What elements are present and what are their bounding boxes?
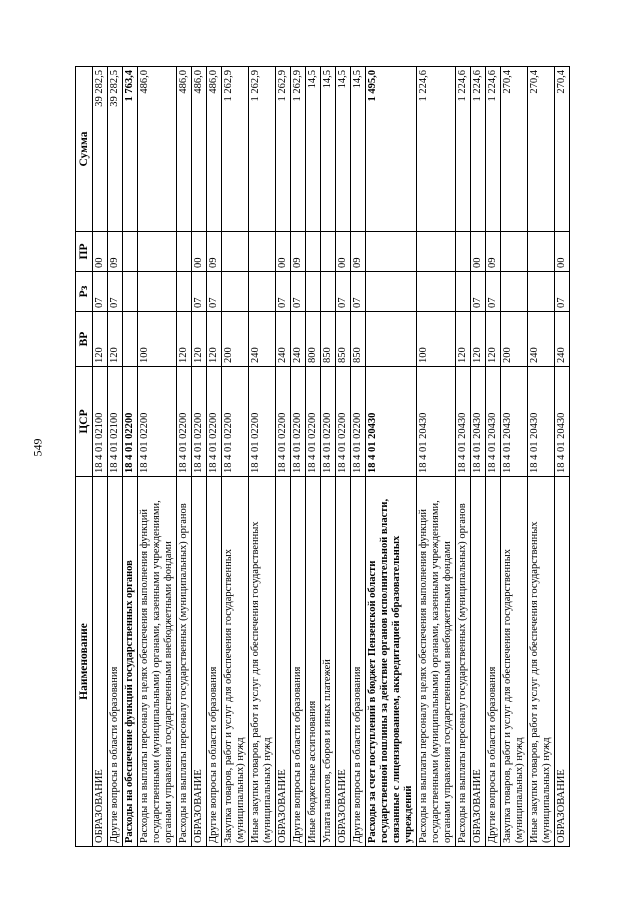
cell-vr: 120 [108, 312, 123, 367]
table-row [249, 67, 276, 847]
cell-rz [138, 272, 177, 312]
cell-rz: 07 [108, 272, 123, 312]
cell-name: Иные бюджетные ассигнования [306, 477, 321, 847]
table-row [291, 67, 306, 847]
cell-name: Другие вопросы в области образования [351, 477, 366, 847]
cell-name: ОБРАЗОВАНИЕ [471, 477, 486, 847]
header-name: Наименование [76, 477, 93, 847]
header-rz: Рз [76, 272, 93, 312]
cell-csr: 18 4 01 20430 [366, 367, 417, 477]
cell-pr: 00 [471, 232, 486, 272]
table-row [471, 67, 486, 847]
cell-sum: 1 224,6 [486, 67, 501, 232]
cell-vr: 240 [528, 312, 555, 367]
cell-name: ОБРАЗОВАНИЕ [276, 477, 291, 847]
cell-sum: 1 763,4 [123, 67, 138, 232]
cell-vr: 200 [222, 312, 249, 367]
cell-sum: 270,4 [555, 67, 570, 232]
cell-csr: 18 4 01 02200 [336, 367, 351, 477]
cell-rz: 07 [291, 272, 306, 312]
cell-rz [249, 272, 276, 312]
cell-pr [138, 232, 177, 272]
cell-name: Уплата налогов, сборов и иных платежей [321, 477, 336, 847]
cell-vr: 850 [351, 312, 366, 367]
cell-name: Расходы на выплаты персоналу в целях обеспечения выполнения функций государственными (муниципальными) органами, казенными учреждениями, органами управления государственными внебюджетными фондами [417, 477, 456, 847]
cell-vr: 120 [93, 312, 108, 367]
cell-csr: 18 4 01 02200 [177, 367, 192, 477]
cell-vr: 200 [501, 312, 528, 367]
header-sum: Сумма [76, 67, 93, 232]
cell-rz [366, 272, 417, 312]
cell-csr: 18 4 01 20430 [555, 367, 570, 477]
header-csr: ЦСР [76, 367, 93, 477]
cell-rz: 07 [336, 272, 351, 312]
cell-pr [366, 232, 417, 272]
cell-rz [417, 272, 456, 312]
cell-name: Расходы на выплаты персоналу государственных (муниципальных) органов [456, 477, 471, 847]
cell-vr: 100 [138, 312, 177, 367]
cell-sum: 39 282,5 [93, 67, 108, 232]
cell-csr: 18 4 01 02200 [192, 367, 207, 477]
table-row [336, 67, 351, 847]
cell-pr [321, 232, 336, 272]
cell-csr: 18 4 01 02200 [207, 367, 222, 477]
cell-rz: 07 [276, 272, 291, 312]
cell-sum: 1 495,0 [366, 67, 417, 232]
cell-name: ОБРАЗОВАНИЕ [192, 477, 207, 847]
cell-vr [366, 312, 417, 367]
cell-csr: 18 4 01 20430 [471, 367, 486, 477]
cell-csr: 18 4 01 02200 [306, 367, 321, 477]
cell-sum: 486,0 [192, 67, 207, 232]
table-row [486, 67, 501, 847]
cell-name: ОБРАЗОВАНИЕ [93, 477, 108, 847]
table-row [321, 67, 336, 847]
cell-vr: 240 [291, 312, 306, 367]
cell-pr [177, 232, 192, 272]
table-row [93, 67, 108, 847]
table-row [417, 67, 456, 847]
cell-sum: 486,0 [177, 67, 192, 232]
header-pr: ПР [76, 232, 93, 272]
cell-name: ОБРАЗОВАНИЕ [555, 477, 570, 847]
table-header-row [76, 67, 93, 847]
table-row [306, 67, 321, 847]
cell-csr: 18 4 01 02200 [276, 367, 291, 477]
cell-sum: 1 262,9 [249, 67, 276, 232]
cell-rz: 07 [207, 272, 222, 312]
cell-sum: 14,5 [306, 67, 321, 232]
cell-pr [123, 232, 138, 272]
table-row [123, 67, 138, 847]
cell-csr: 18 4 01 02100 [93, 367, 108, 477]
rotated-page [75, 67, 605, 847]
cell-vr: 800 [306, 312, 321, 367]
cell-name: Другие вопросы в области образования [291, 477, 306, 847]
cell-vr: 850 [336, 312, 351, 367]
cell-pr: 00 [555, 232, 570, 272]
cell-vr: 120 [177, 312, 192, 367]
cell-rz: 07 [555, 272, 570, 312]
cell-csr: 18 4 01 20430 [528, 367, 555, 477]
cell-rz: 07 [471, 272, 486, 312]
cell-name: Расходы на выплаты персоналу в целях обеспечения выполнения функций государственными (муниципальными) органами, казенными учреждениями, органами управления государственными внебюджетными фондами [138, 477, 177, 847]
cell-csr: 18 4 01 20430 [501, 367, 528, 477]
cell-csr: 18 4 01 02200 [291, 367, 306, 477]
cell-rz [501, 272, 528, 312]
table-row [222, 67, 249, 847]
table-row [528, 67, 555, 847]
cell-pr: 09 [351, 232, 366, 272]
cell-pr: 09 [207, 232, 222, 272]
cell-name: ОБРАЗОВАНИЕ [336, 477, 351, 847]
cell-pr [417, 232, 456, 272]
table-row [276, 67, 291, 847]
cell-sum: 14,5 [336, 67, 351, 232]
header-vr: ВР [76, 312, 93, 367]
cell-csr: 18 4 01 02200 [249, 367, 276, 477]
cell-rz: 07 [93, 272, 108, 312]
cell-sum: 270,4 [528, 67, 555, 232]
table-row [351, 67, 366, 847]
cell-pr: 09 [486, 232, 501, 272]
table-body [93, 67, 570, 847]
cell-rz: 07 [192, 272, 207, 312]
cell-csr: 18 4 01 20430 [486, 367, 501, 477]
cell-pr [456, 232, 471, 272]
cell-name: Расходы на выплаты персоналу государственных (муниципальных) органов [177, 477, 192, 847]
cell-csr: 18 4 01 02100 [108, 367, 123, 477]
cell-pr: 00 [192, 232, 207, 272]
cell-sum: 14,5 [321, 67, 336, 232]
cell-sum: 1 224,6 [417, 67, 456, 232]
cell-csr: 18 4 01 02200 [351, 367, 366, 477]
cell-name: Иные закупки товаров, работ и услуг для обеспечения государственных (муниципальных) нужд [249, 477, 276, 847]
cell-vr: 100 [417, 312, 456, 367]
cell-pr [501, 232, 528, 272]
cell-vr: 240 [555, 312, 570, 367]
table-row [177, 67, 192, 847]
table-row [456, 67, 471, 847]
cell-rz [123, 272, 138, 312]
cell-vr: 120 [207, 312, 222, 367]
cell-vr: 120 [456, 312, 471, 367]
cell-vr: 120 [471, 312, 486, 367]
cell-csr: 18 4 01 20430 [456, 367, 471, 477]
cell-pr [306, 232, 321, 272]
table-row [366, 67, 417, 847]
cell-csr: 18 4 01 02200 [222, 367, 249, 477]
cell-name: Другие вопросы в области образования [486, 477, 501, 847]
table-row [501, 67, 528, 847]
cell-rz [321, 272, 336, 312]
cell-pr [249, 232, 276, 272]
cell-sum: 1 262,9 [291, 67, 306, 232]
cell-vr [123, 312, 138, 367]
table-row [207, 67, 222, 847]
cell-sum: 486,0 [138, 67, 177, 232]
table-row [192, 67, 207, 847]
cell-name: Другие вопросы в области образования [108, 477, 123, 847]
cell-pr: 00 [276, 232, 291, 272]
budget-table [75, 66, 570, 847]
cell-pr [528, 232, 555, 272]
cell-vr: 240 [249, 312, 276, 367]
cell-csr: 18 4 01 20430 [417, 367, 456, 477]
cell-vr: 120 [486, 312, 501, 367]
cell-name: Расходы за счет поступлений в бюджет Пензенской области государственной пошлины за действие органов исполнительной власти, связанные с лицензированием, аккредитацией образовательных учреждений [366, 477, 417, 847]
cell-csr: 18 4 01 02200 [123, 367, 138, 477]
cell-sum: 14,5 [351, 67, 366, 232]
cell-name: Закупка товаров, работ и услуг для обеспечения государственных (муниципальных) нужд [222, 477, 249, 847]
cell-sum: 1 262,9 [222, 67, 249, 232]
cell-csr: 18 4 01 02200 [321, 367, 336, 477]
cell-sum: 1 224,6 [471, 67, 486, 232]
cell-pr [222, 232, 249, 272]
cell-sum: 270,4 [501, 67, 528, 232]
cell-rz: 07 [486, 272, 501, 312]
cell-pr: 00 [336, 232, 351, 272]
cell-sum: 1 224,6 [456, 67, 471, 232]
cell-rz [456, 272, 471, 312]
cell-vr: 240 [276, 312, 291, 367]
cell-sum: 39 282,5 [108, 67, 123, 232]
cell-rz [222, 272, 249, 312]
table-row [108, 67, 123, 847]
table-row [138, 67, 177, 847]
cell-rz [306, 272, 321, 312]
cell-pr: 00 [93, 232, 108, 272]
cell-rz [528, 272, 555, 312]
table-row [555, 67, 570, 847]
cell-name: Иные закупки товаров, работ и услуг для обеспечения государственных (муниципальных) нужд [528, 477, 555, 847]
cell-pr: 09 [291, 232, 306, 272]
cell-sum: 486,0 [207, 67, 222, 232]
cell-pr: 09 [108, 232, 123, 272]
cell-vr: 120 [192, 312, 207, 367]
cell-name: Другие вопросы в области образования [207, 477, 222, 847]
cell-name: Закупка товаров, работ и услуг для обеспечения государственных (муниципальных) нужд [501, 477, 528, 847]
cell-rz: 07 [351, 272, 366, 312]
cell-csr: 18 4 01 02200 [138, 367, 177, 477]
cell-sum: 1 262,9 [276, 67, 291, 232]
cell-vr: 850 [321, 312, 336, 367]
cell-rz [177, 272, 192, 312]
page-number: 549 [30, 438, 45, 457]
cell-name: Расходы на обеспечение функций государственных органов [123, 477, 138, 847]
